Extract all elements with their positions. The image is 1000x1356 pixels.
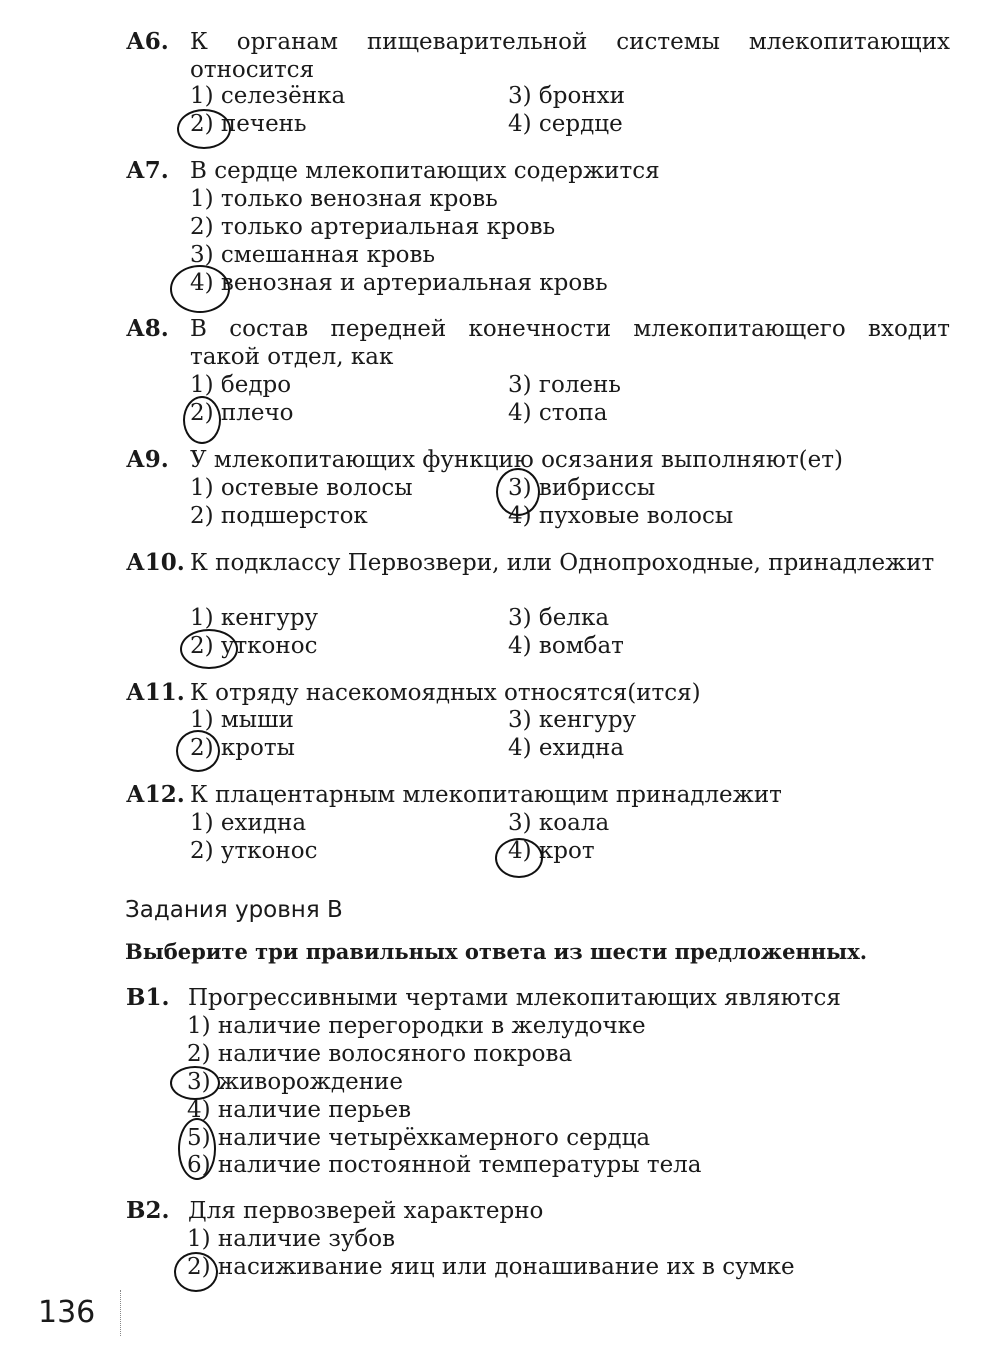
question-number: А12.	[126, 781, 185, 808]
question-text: К отряду насекомоядных относятся(ится)	[190, 680, 701, 706]
answer-option: 4) сердце	[508, 111, 623, 137]
answer-option: 2) только артериальная кровь	[190, 214, 556, 240]
answer-option: 3) бронхи	[508, 83, 625, 109]
answer-circle-mark	[495, 838, 543, 878]
answer-option: 4) венозная и артериальная кровь	[190, 270, 608, 296]
answer-option: 3) белка	[508, 605, 610, 631]
question-text: Прогрессивными чертами млекопитающих являются	[188, 985, 841, 1011]
answer-option: 2) наличие волосяного покрова	[187, 1041, 573, 1067]
question-number: А11.	[126, 679, 185, 706]
answer-option: 1) бедро	[190, 372, 292, 398]
answer-option: 2) утконос	[190, 633, 318, 659]
answer-option: 4) стопа	[508, 400, 608, 426]
answer-circle-mark	[174, 1252, 218, 1292]
answer-option: 1) мыши	[190, 707, 294, 733]
section-title: Задания уровня В	[125, 897, 343, 923]
answer-option: 2) утконос	[190, 838, 318, 864]
question-number: А8.	[126, 315, 169, 342]
answer-option: 1) наличие перегородки в желудочке	[187, 1013, 646, 1039]
page-margin-rule	[120, 1290, 121, 1336]
answer-option: 2) плечо	[190, 400, 294, 426]
answer-option: 1) ехидна	[190, 810, 307, 836]
question-number: А9.	[126, 446, 169, 473]
answer-option: 4) ехидна	[508, 735, 625, 761]
question-text: В сердце млекопитающих содержится	[190, 158, 660, 184]
answer-option: 4) наличие перьев	[187, 1097, 412, 1123]
answer-option: 6) наличие постоянной температуры тела	[187, 1152, 702, 1178]
answer-option: 1) остевые волосы	[190, 475, 413, 501]
question-number: В1.	[126, 984, 170, 1011]
question-text: К органам пищеварительной системы млекопитающих относится	[190, 29, 950, 83]
answer-option: 2) печень	[190, 111, 307, 137]
answer-circle-mark	[177, 109, 231, 149]
question-number: А10.	[126, 549, 185, 576]
answer-circle-mark	[496, 468, 540, 516]
answer-circle-mark	[176, 730, 220, 772]
answer-option: 1) только венозная кровь	[190, 186, 498, 212]
question-number: А6.	[126, 28, 169, 55]
answer-option: 4) пуховые волосы	[508, 503, 734, 529]
question-number: А7.	[126, 157, 169, 184]
answer-option: 4) крот	[508, 838, 595, 864]
page-number: 136	[38, 1295, 96, 1330]
question-text: К подклассу Первозвери, или Однопроходные, принадлежит	[190, 550, 935, 576]
answer-option: 5) наличие четырёхкамерного сердца	[187, 1125, 651, 1151]
answer-circle-mark	[178, 1118, 216, 1180]
question-text: У млекопитающих функцию осязания выполняют(ет)	[190, 447, 843, 473]
answer-option: 3) вибриссы	[508, 475, 656, 501]
answer-option: 4) вомбат	[508, 633, 624, 659]
answer-circle-mark	[180, 629, 238, 669]
answer-option: 1) кенгуру	[190, 605, 319, 631]
question-text: К плацентарным млекопитающим принадлежит	[190, 782, 782, 808]
answer-option: 2) подшерсток	[190, 503, 368, 529]
answer-option: 1) наличие зубов	[187, 1226, 396, 1252]
answer-option: 3) смешанная кровь	[190, 242, 436, 268]
answer-circle-mark	[170, 1066, 220, 1100]
answer-option: 2) кроты	[190, 735, 295, 761]
section-instruction: Выберите три правильных ответа из шести предложенных.	[125, 939, 868, 964]
question-number: В2.	[126, 1197, 170, 1224]
answer-circle-mark	[170, 265, 230, 313]
answer-option: 3) коала	[508, 810, 610, 836]
answer-option: 3) голень	[508, 372, 621, 398]
answer-circle-mark	[183, 396, 221, 444]
answer-option: 2) насиживание яиц или донашивание их в сумке	[187, 1254, 795, 1280]
question-text: Для первозверей характерно	[188, 1198, 544, 1224]
answer-option: 3) кенгуру	[508, 707, 637, 733]
question-text: В состав передней конечности млекопитающего входит такой отдел, как	[190, 316, 950, 370]
answer-option: 1) селезёнка	[190, 83, 346, 109]
answer-option: 3) живорождение	[187, 1069, 403, 1095]
